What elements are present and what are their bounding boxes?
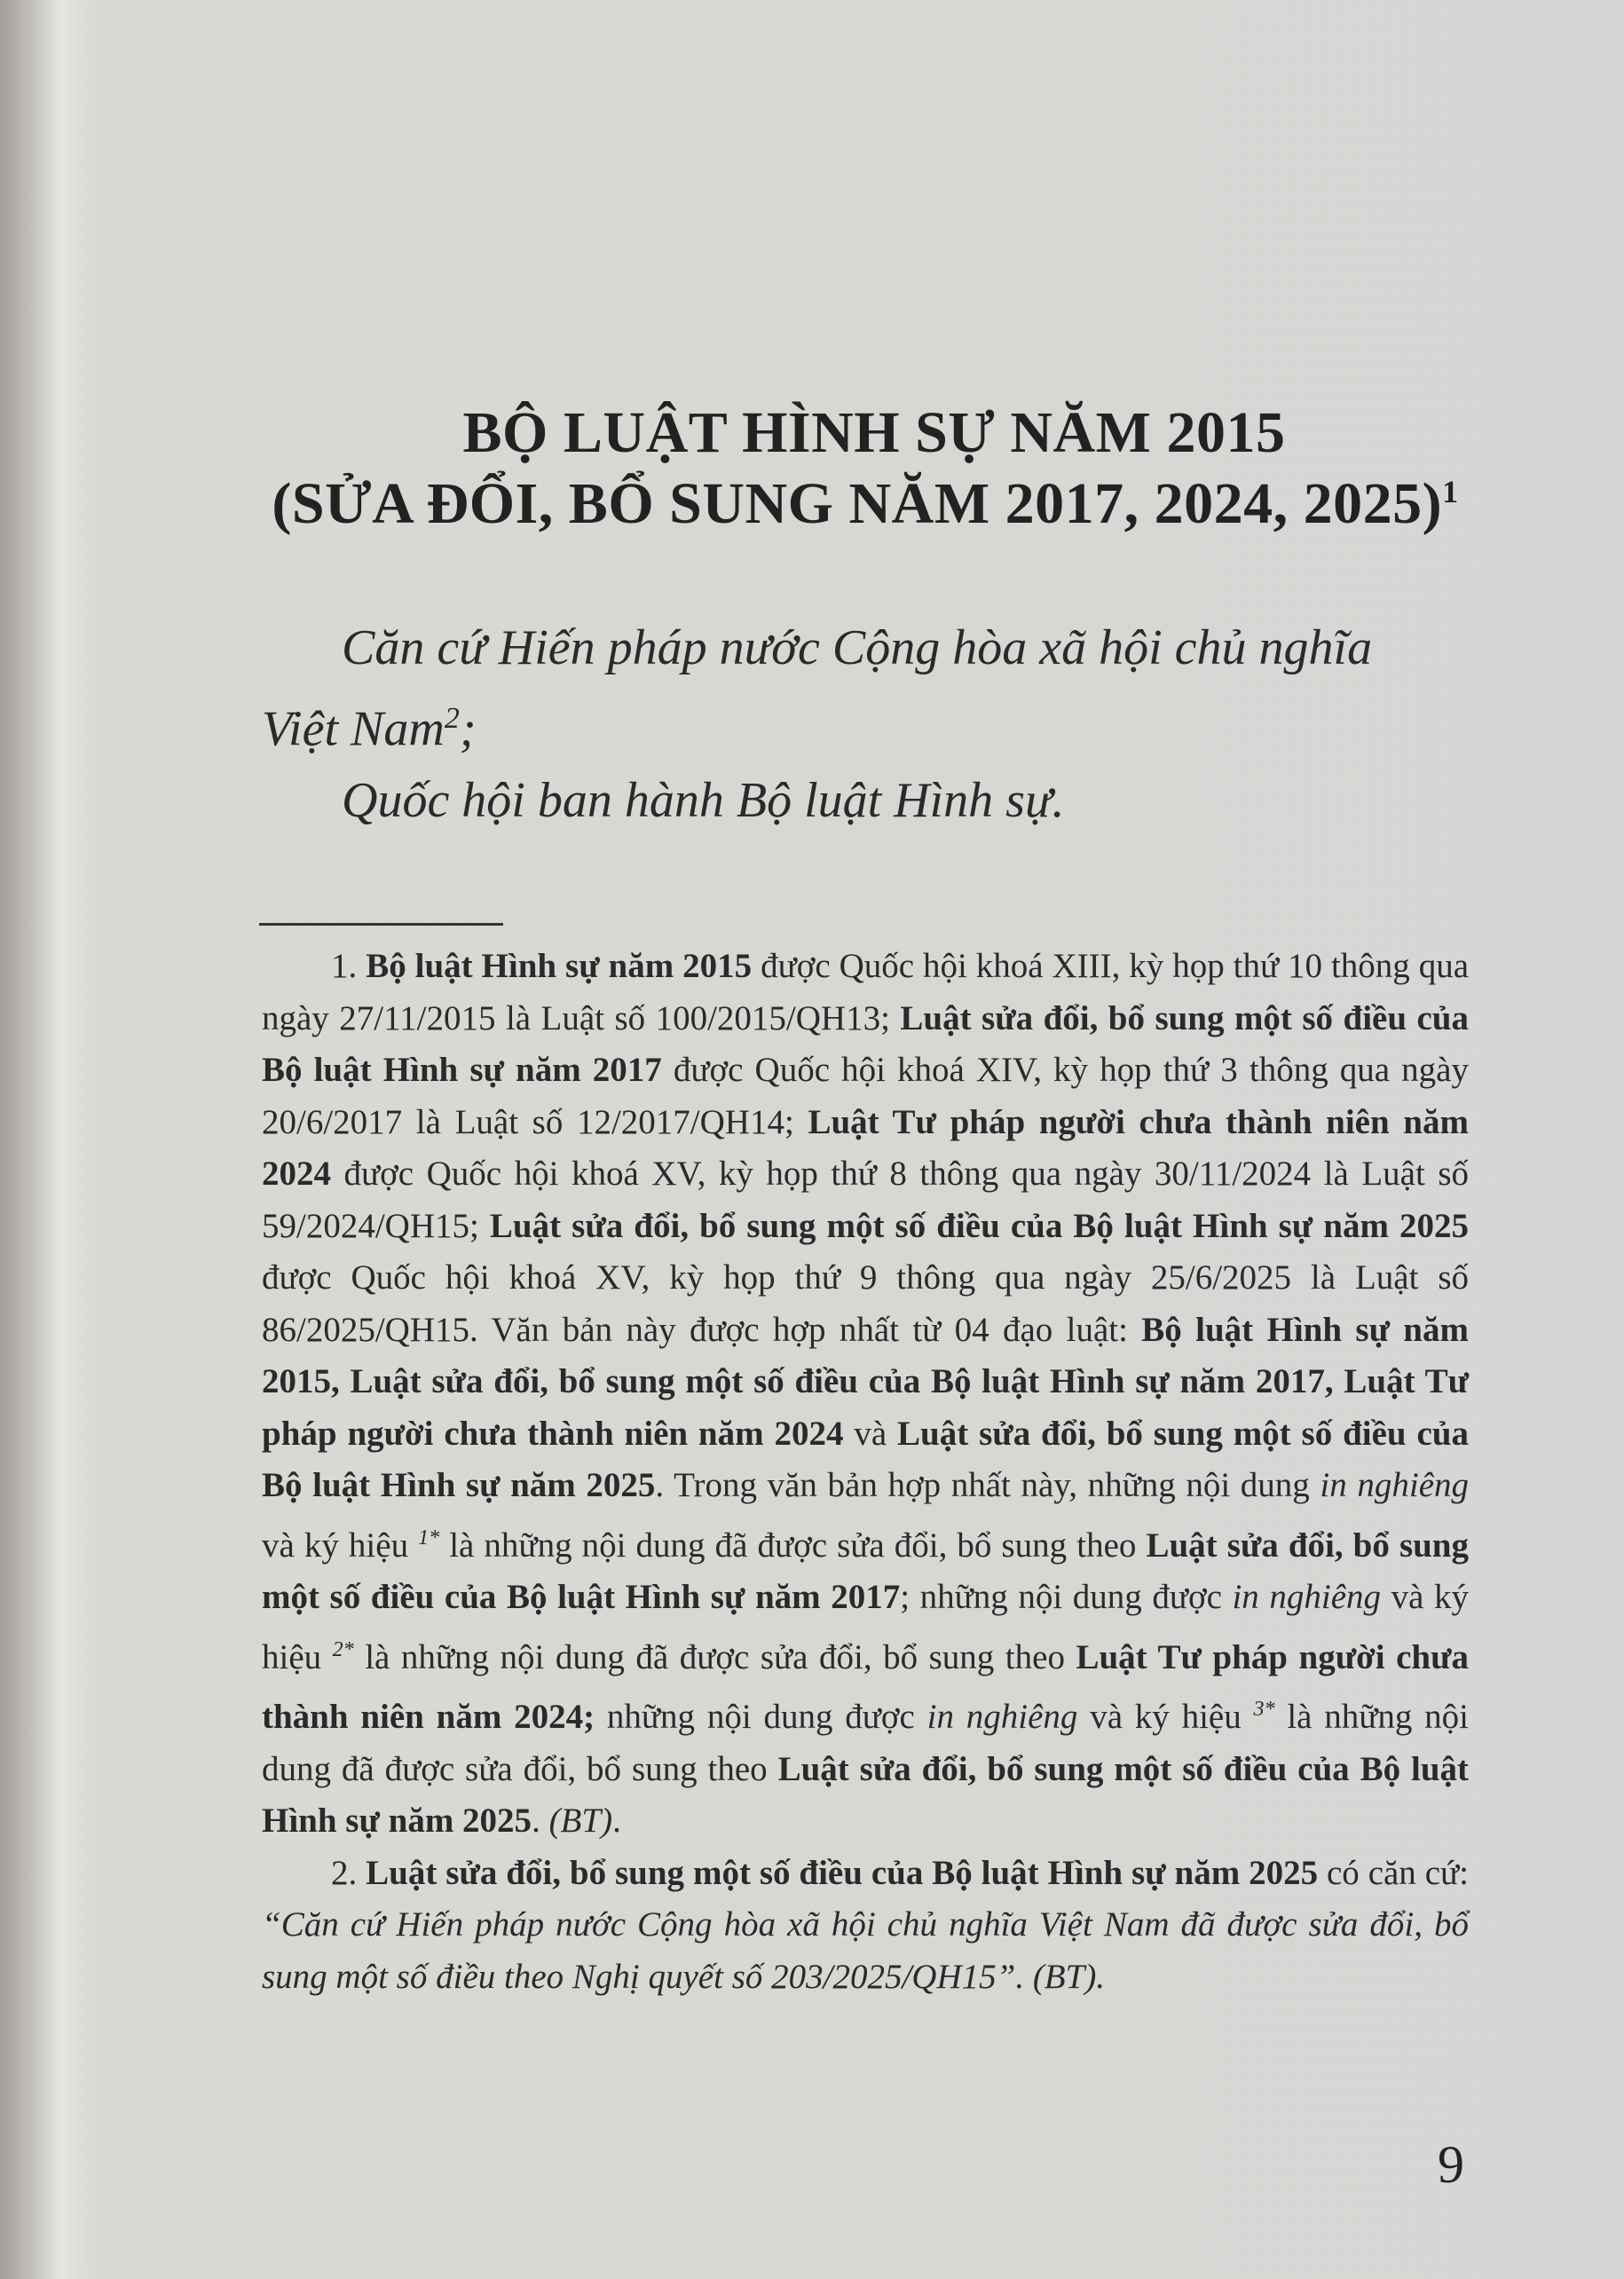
- footnote-text: được Quốc hội khoá XIV, kỳ họp thứ 3 thông qua ngày 20/6/2017 là Luật số 12/2017/QH14;: [262, 1051, 1469, 1141]
- footnote-text: in nghiêng: [1232, 1578, 1382, 1616]
- page-number: 9: [1438, 2135, 1464, 2194]
- footnote-text: Luật Tư pháp người chưa thành niên năm 2024;: [262, 1637, 1469, 1736]
- footnote-text: được Quốc hội khoá XV, kỳ họp thứ 8 thông qua ngày 30/11/2024 là Luật số 59/2024/QH15;: [262, 1155, 1469, 1245]
- footnote-text: là những nội dung đã được sửa đổi, bổ sung theo: [353, 1637, 1076, 1676]
- footnote-ref-1: 1: [1442, 474, 1459, 509]
- preamble-line-1: Căn cứ Hiến pháp nước Cộng hòa xã hội chủ nghĩa: [342, 620, 1373, 675]
- footnote-text: và ký hiệu: [262, 1578, 1469, 1676]
- footnote-text: được Quốc hội khoá XIII, kỳ họp thứ 10 thông qua ngày 27/11/2015 là Luật số 100/2015/QH13;: [262, 947, 1470, 1037]
- footnote-text: in nghiêng: [926, 1698, 1078, 1736]
- footnote-text: 1.: [331, 947, 367, 985]
- preamble-line-3: Quốc hội ban hành Bộ luật Hình sự.: [342, 772, 1065, 828]
- footnote-separator: [259, 923, 503, 926]
- preamble: [262, 612, 1469, 836]
- footnote-text: Luật sửa đổi, bổ sung một số điều của Bộ luật Hình sự năm 2017: [262, 998, 1469, 1089]
- footnote-text: (BT): [548, 1802, 613, 1840]
- footnote-text: “Căn cứ Hiến pháp nước Cộng hòa xã hội chủ nghĩa Việt Nam đã được sửa đổi, bổ sung một số điều theo Nghị quyết số 203/2025/QH15”. (BT).: [262, 1905, 1469, 1996]
- preamble-punct: ;: [459, 701, 477, 757]
- footnote-2: [262, 1848, 1469, 2004]
- footnote-text: có căn cứ:: [1318, 1853, 1469, 1892]
- footnote-text: Luật sửa đổi, bổ sung một số điều của Bộ luật Hình sự năm 2025: [366, 1853, 1319, 1892]
- footnote-text: . Trong văn bản hợp nhất này, những nội dung: [655, 1466, 1320, 1504]
- footnote-marker: 3*: [1253, 1698, 1275, 1721]
- footnote-text: Luật sửa đổi, bổ sung một số điều của Bộ luật Hình sự năm 2025: [262, 1749, 1469, 1840]
- footnote-text: Luật sửa đổi, bổ sung một số điều của Bộ luật Hình sự năm 2025: [262, 1414, 1469, 1504]
- footnote-text: Luật sửa đổi, bổ sung một số điều của Bộ luật Hình sự năm 2017: [262, 1526, 1469, 1616]
- footnote-ref-2: 2: [444, 702, 460, 735]
- footnote-text: những nội dung được: [595, 1698, 927, 1736]
- footnote-text: Bộ luật Hình sự năm 2015: [366, 947, 753, 985]
- document-title: BỘ LUẬT HÌNH SỰ NĂM 2015: [462, 400, 1286, 465]
- footnote-text: Luật sửa đổi, bổ sung một số điều của Bộ luật Hình sự năm 2025: [489, 1206, 1469, 1245]
- footnote-text: là những nội dung đã được sửa đổi, bổ sung theo: [439, 1526, 1147, 1565]
- footnote-text: là những nội dung đã được sửa đổi, bổ sung theo: [262, 1698, 1470, 1788]
- footnote-text: và: [843, 1414, 898, 1453]
- document-subtitle: [53, 470, 1624, 538]
- subtitle-text: (SỬA ĐỔI, BỔ SUNG NĂM 2017, 2024, 2025): [272, 471, 1443, 536]
- footnote-1: [262, 941, 1469, 1848]
- book-gutter-shadow: [0, 0, 84, 2279]
- footnote-text: 2.: [331, 1853, 367, 1892]
- footnote-text: ; những nội dung được: [900, 1578, 1233, 1616]
- footnote-marker: 2*: [332, 1637, 354, 1661]
- footnote-text: Luật Tư pháp người chưa thành niên năm 2024: [262, 1102, 1469, 1193]
- footnote-text: .: [532, 1802, 549, 1840]
- preamble-text: Việt Nam: [262, 701, 445, 757]
- footnote-text: và ký hiệu: [262, 1526, 419, 1565]
- preamble-line-2: [262, 683, 1469, 765]
- footnote-marker: 1*: [418, 1526, 440, 1550]
- footnote-text: .: [612, 1802, 621, 1840]
- footnote-text: Bộ luật Hình sự năm 2015, Luật sửa đổi, bổ sung một số điều của Bộ luật Hình sự năm 2017, Luật Tư pháp người chưa thành niên năm 2024: [262, 1310, 1469, 1453]
- footnote-text: được Quốc hội khoá XV, kỳ họp thứ 9 thông qua ngày 25/6/2025 là Luật số 86/2025/QH15. Văn bản này được hợp nhất từ 04 đạo luật:: [262, 1258, 1469, 1349]
- footnote-text: và ký hiệu: [1077, 1698, 1254, 1736]
- footnotes: [262, 941, 1469, 2003]
- footnote-text: in nghiêng: [1320, 1466, 1469, 1504]
